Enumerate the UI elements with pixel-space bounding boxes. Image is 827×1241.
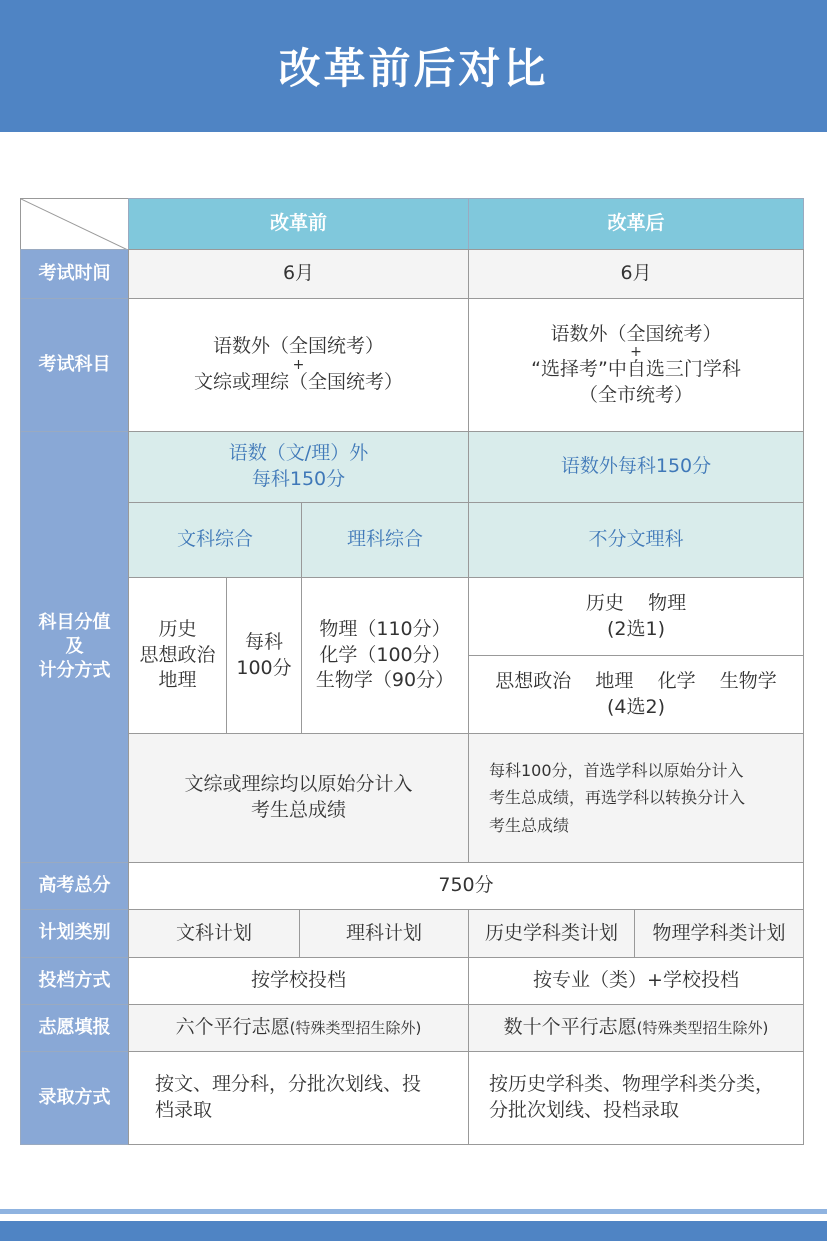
plan-history-category: 历史学科类计划 [468,909,635,958]
application-after-note: (特殊类型招生除外) [636,1018,769,1037]
row-header-total: 高考总分 [20,862,129,910]
admission-before-line2: 档录取 [155,1099,213,1121]
scoring-method-after [468,733,804,863]
corner-cell [20,198,129,250]
admission-after-line2: 分批次划线、投档录取 [489,1099,680,1121]
science-subject-3: 生物学（90分） [315,669,455,692]
application-before [128,1004,469,1052]
scoring-method-before [128,733,469,863]
method-before-line1: 文综或理综均以原始分计入 [184,773,413,796]
row-header-application: 志愿填报 [20,1004,129,1052]
method-after-line3: 考生总成绩 [489,815,570,835]
row-header-filing: 投档方式 [20,957,129,1005]
secondary-choice-subjects: 思想政治 地理 化学 生物学 [495,669,777,692]
science-subject-2: 化学（100分） [319,643,451,666]
filing-before: 按学校投档 [128,957,469,1005]
plan-science: 理科计划 [299,909,469,958]
core-before-line2: 每科150分 [251,468,346,490]
row-header-exam-subjects: 考试科目 [20,298,129,432]
plan-liberal-arts: 文科计划 [128,909,300,958]
science-subject-1: 物理（110分） [319,618,451,641]
core-subjects-after: 语数外每科150分 [468,431,804,503]
application-before-main: 六个平行志愿 [175,1016,290,1039]
row-header-plan: 计划类别 [20,909,129,958]
admission-after [468,1051,804,1145]
exam-subjects-after-line1: 语数外（全国统考） [550,322,722,345]
column-header-before: 改革前 [128,198,469,250]
liberal-each-line1: 每科 [244,630,283,653]
primary-choice-rule: (2选1) [606,617,665,640]
liberal-each-line2: 100分 [236,656,292,679]
exam-subjects-before-line2: 文综或理综（全国统考） [193,371,403,393]
secondary-choice-rule: (4选2) [606,695,665,718]
scoring-label-line2: 及 [65,635,84,657]
scoring-label-line1: 科目分值 [38,611,111,633]
page-title: 改革前后对比 [278,44,549,93]
science-header: 理科综合 [301,502,469,578]
application-before-note: (特殊类型招生除外) [289,1018,422,1037]
liberal-subject-3: 地理 [158,669,197,692]
column-header-after: 改革后 [468,198,804,250]
diagonal-line [21,199,129,250]
liberal-arts-header: 文科综合 [128,502,302,578]
row-header-scoring [20,431,129,863]
after-primary-choice [468,577,804,656]
filing-after: 按专业（类）+学校投档 [468,957,804,1005]
admission-after-line1: 按历史学科类、物理学科类分类， [489,1073,775,1096]
exam-subjects-after [468,298,804,432]
total-score: 750分 [128,862,804,910]
exam-time-before: 6月 [128,249,469,299]
core-before-line1: 语数（文/理）外 [228,442,369,465]
plus-sign: + [630,344,642,361]
primary-choice-subjects: 历史 物理 [585,591,687,614]
admission-before [128,1051,469,1145]
no-split-header: 不分文理科 [468,502,804,578]
exam-subjects-before [128,298,469,432]
plus-sign: + [292,357,305,373]
after-secondary-choice [468,655,804,734]
exam-subjects-after-line3: （全市统考） [578,383,693,406]
core-subjects-before [128,431,469,503]
row-header-admission: 录取方式 [20,1051,129,1145]
application-after [468,1004,804,1052]
liberal-each-score [226,577,302,734]
method-after-line1: 每科100分，首选学科以原始分计入 [489,761,744,781]
liberal-subjects [128,577,227,734]
method-before-line2: 考生总成绩 [250,799,346,821]
admission-before-line1: 按文、理分科，分批次划线、投 [155,1073,422,1096]
plan-physics-category: 物理学科类计划 [634,909,804,958]
application-after-main: 数十个平行志愿 [503,1016,637,1039]
row-header-exam-time: 考试时间 [20,249,129,299]
exam-time-after: 6月 [468,249,804,299]
liberal-subject-2: 思想政治 [139,643,216,666]
footer-stripe-dark [0,1221,827,1241]
footer-stripe-light [0,1209,827,1214]
exam-subjects-after-line2: “选择考”中自选三门学科 [531,358,741,381]
scoring-label-line3: 计分方式 [38,660,111,682]
liberal-subject-1: 历史 [158,618,197,641]
exam-subjects-before-line1: 语数外（全国统考） [212,335,384,358]
science-subjects [301,577,469,734]
method-after-line2: 考生总成绩，再选学科以转换分计入 [489,788,746,808]
